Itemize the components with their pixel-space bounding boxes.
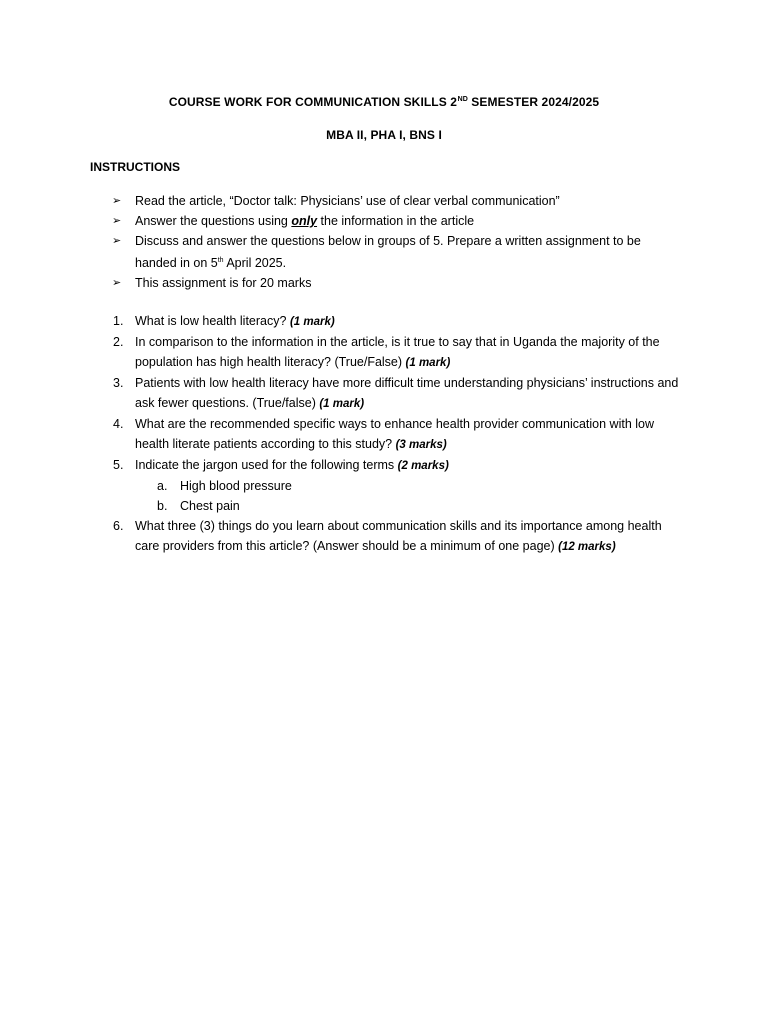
question-text: Patients with low health literacy have more difficult time understanding physicians’ instructions and ask fewer questions. (True/false) — [135, 376, 679, 410]
instruction-text: April 2025. — [223, 256, 287, 270]
sub-list — [135, 476, 680, 516]
questions-list — [110, 311, 680, 557]
question-text: What three (3) things do you learn about communication skills and its importance among health care providers from this article? (Answer should be a minimum of one page) — [135, 519, 662, 553]
question-marks: (1 mark) — [319, 398, 365, 410]
question-number: 6. — [113, 519, 124, 533]
instruction-text: This assignment is for 20 marks — [135, 276, 312, 290]
instructions-heading: INSTRUCTIONS — [90, 160, 180, 174]
document-title — [0, 95, 768, 109]
question-text: In comparison to the information in the article, is it true to say that in Uganda the majority of the population has high health literacy? (True/False) — [135, 335, 660, 369]
instruction-item — [112, 191, 672, 211]
question-marks: (1 mark) — [405, 357, 451, 369]
instruction-text: Read the article, “Doctor talk: Physicians’ use of clear verbal communication” — [135, 194, 560, 208]
question-text: What is low health literacy? — [135, 314, 290, 328]
question-number: 5. — [113, 458, 124, 472]
arrow-bullet-icon: ➢ — [112, 277, 122, 289]
question-number: 2. — [113, 335, 124, 349]
instruction-text: Answer the questions using — [135, 214, 292, 228]
question-item — [110, 332, 680, 373]
question-number: 1. — [113, 314, 124, 328]
sub-text: High blood pressure — [180, 479, 292, 493]
question-item — [110, 373, 680, 414]
question-item — [110, 516, 680, 557]
title-superscript: ND — [457, 96, 468, 103]
question-marks: (3 marks) — [395, 439, 447, 451]
question-marks: (12 marks) — [558, 541, 616, 553]
sub-text: Chest pain — [180, 499, 240, 513]
sub-item — [135, 476, 680, 496]
sub-letter: b. — [157, 499, 168, 513]
question-number: 3. — [113, 376, 124, 390]
arrow-bullet-icon: ➢ — [112, 195, 122, 207]
question-marks: (2 marks) — [397, 460, 449, 472]
question-number: 4. — [113, 417, 124, 431]
instructions-list — [112, 191, 672, 293]
instruction-item — [112, 211, 672, 231]
title-text: COURSE WORK FOR COMMUNICATION SKILLS 2 — [168, 95, 458, 109]
question-marks: (1 mark) — [289, 316, 335, 328]
sub-letter: a. — [157, 479, 168, 493]
instruction-text: Discuss and answer the questions below in groups of 5. Prepare a written assignment to be handed in on 5 — [135, 234, 641, 270]
arrow-bullet-icon: ➢ — [112, 215, 122, 227]
question-item — [110, 455, 680, 516]
question-text: Indicate the jargon used for the following terms — [135, 458, 398, 472]
question-text: What are the recommended specific ways to enhance health provider communication with low health literate patients according to this study? — [135, 417, 655, 451]
question-item — [110, 311, 680, 332]
emphasis-only: only — [291, 214, 318, 228]
instruction-text: the information in the article — [317, 214, 475, 228]
sub-item — [135, 496, 680, 516]
question-item — [110, 414, 680, 455]
document-subtitle: MBA II, PHA I, BNS I — [326, 128, 442, 142]
instruction-item — [112, 231, 672, 273]
title-suffix: SEMESTER 2024/2025 — [467, 95, 600, 109]
arrow-bullet-icon: ➢ — [112, 235, 122, 247]
date-superscript: th — [217, 257, 224, 264]
instruction-item — [112, 273, 672, 293]
